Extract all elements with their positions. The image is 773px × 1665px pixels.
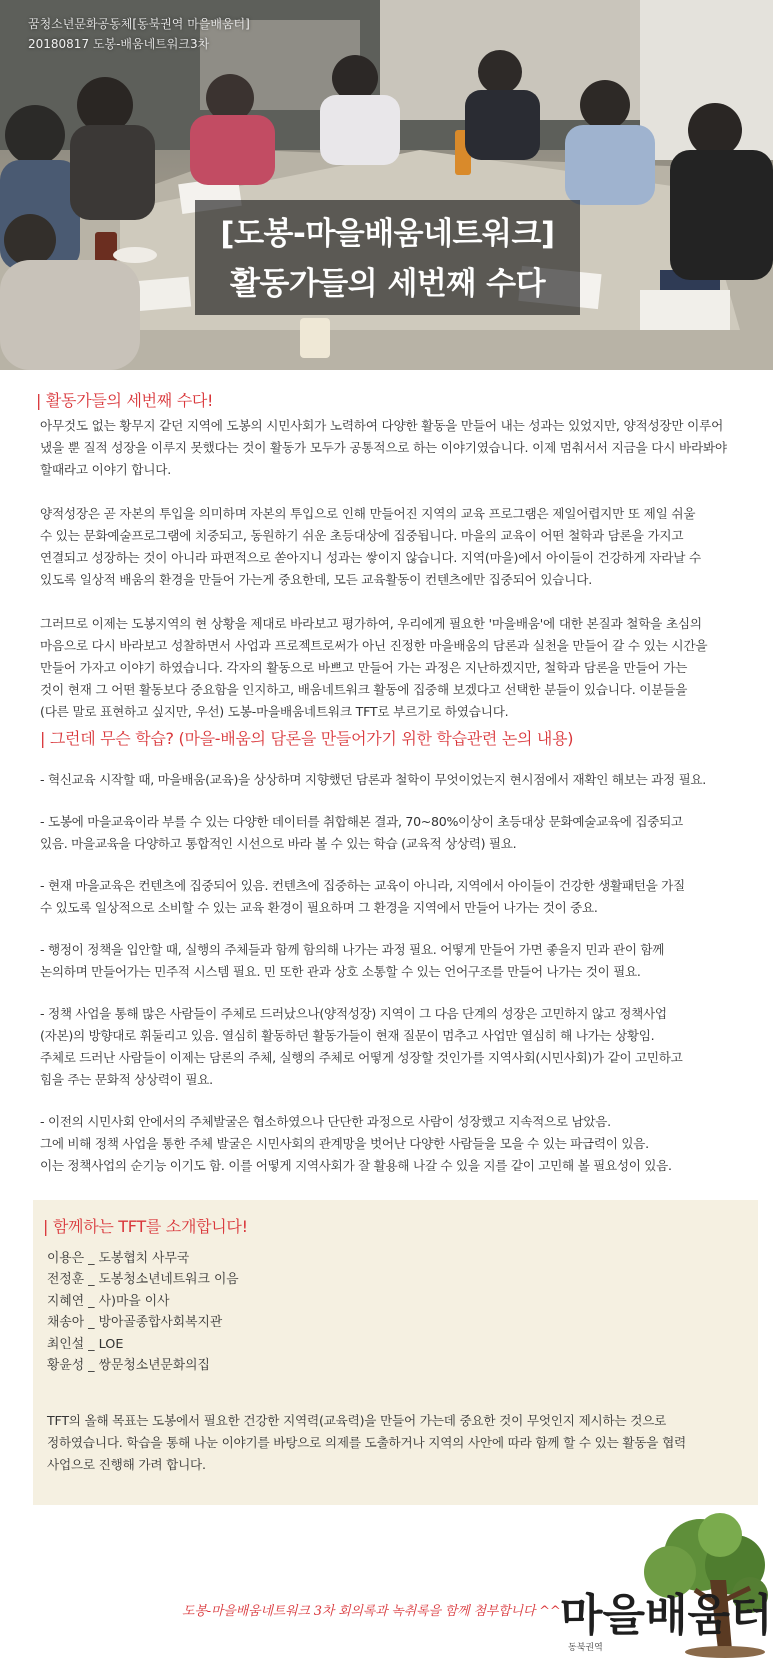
member-item: 채송아 _ 방아골종합사회복지관: [47, 1315, 223, 1331]
section-heading-learning: | 그런데 무슨 학습? (마을-배움의 담론을 만들어가기 위한 학습관련 논의 내용): [40, 729, 574, 748]
text-line: 사업으로 진행해 가려 합니다.: [47, 1457, 206, 1472]
text-line: 힘을 주는 문화적 상상력이 필요.: [40, 1072, 213, 1087]
member-item: 전정훈 _ 도봉청소년네트워크 이음: [47, 1272, 239, 1288]
attachment-note: 도봉-마을배움네트워크 3차 회의록과 녹취록을 함께 첨부합니다 ^^: [182, 1604, 561, 1619]
list-item: [40, 811, 750, 855]
text-line: - 이전의 시민사회 안에서의 주체발굴은 협소하였으나 단단한 과정으로 사람이 성장했고 지속적으로 남았음.: [40, 1114, 611, 1129]
tft-goal-text: [47, 1410, 737, 1476]
member-item: 이용은 _ 도봉협치 사무국: [47, 1251, 190, 1266]
member-list: [47, 1248, 239, 1376]
caption-line-2: 20180817 도봉-배움네트워크3차: [28, 37, 210, 51]
tft-introduction-box: [33, 1200, 758, 1505]
caption-line-1: 꿈청소년문화공동체[동북권역 마을배움터]: [28, 17, 250, 31]
text-line: 마음으로 다시 바라보고 성찰하면서 사업과 프로젝트로써가 아닌 진정한 마을배움의 담론과 실천을 만들어 갈 수 있는 시간을: [40, 638, 708, 653]
discussion-list: [40, 769, 750, 1197]
hero-photo: [0, 0, 773, 370]
text-line: 있도록 일상적 배움의 환경을 만들어 가는게 중요한데, 모든 교육활동이 컨텐츠에만 집중되어 있습니다.: [40, 572, 592, 587]
text-line: - 정책 사업을 통해 많은 사람들이 주체로 드러났으나(양적성장) 지역이 그 다음 단계의 성장은 고민하지 않고 정책사업: [40, 1006, 667, 1021]
text-line: 할때라고 이야기 합니다.: [40, 462, 172, 477]
text-line: 수 있는 문화예술프로그램에 치중되고, 동원하기 쉬운 초등대상에 집중됩니다. 마을의 교육이 어떤 철학과 담론을 가지고: [40, 528, 684, 543]
list-item: [40, 875, 750, 919]
list-item: [40, 769, 750, 791]
text-line: 주체로 드러난 사람들이 이제는 담론의 주체, 실행의 주체로 어떻게 성장할 것인가를 지역사회(시민사회)가 같이 고민하고: [40, 1050, 683, 1065]
logo-subtext: 동북권역: [568, 1643, 603, 1653]
paragraph: [40, 415, 740, 481]
paragraph: [40, 503, 740, 591]
member-item: 최인설 _ LOE: [47, 1336, 124, 1352]
text-line: 그에 비해 정책 사업을 통한 주체 발굴은 시민사회의 관계망을 벗어난 다양한 사람들을 모을 수 있는 파급력이 있음.: [40, 1136, 649, 1151]
tree-logo-icon: [560, 1510, 770, 1660]
text-line: (다른 말로 표현하고 싶지만, 우선) 도봉-마을배움네트워크 TFT로 부르기로 하였습니다.: [40, 704, 509, 719]
page-subtitle: 활동가들의 세번째 수다: [229, 266, 546, 302]
member-item: 황윤성 _ 쌍문청소년문화의집: [47, 1358, 210, 1374]
text-line: - 행정이 정책을 입안할 때, 실행의 주체들과 함께 함의해 나가는 과정 필요. 어떻게 만들어 가면 좋을지 민과 관이 함께: [40, 942, 665, 957]
list-item: [40, 939, 750, 983]
text-line: 수 있도록 일상적으로 소비할 수 있는 교육 환경이 필요하며 그 환경을 지역에서 만들어 나가는 것이 중요.: [40, 900, 598, 915]
logo-wordmark: 마을배움터: [560, 1590, 770, 1641]
text-line: 논의하며 만들어가는 민주적 시스템 필요. 민 또한 관과 상호 소통할 수 있는 언어구조를 만들어 나가는 것이 필요.: [40, 964, 641, 979]
page-title: [도봉-마을배움네트워크]: [220, 216, 555, 252]
list-item: [40, 1111, 750, 1177]
text-line: 그러므로 이제는 도봉지역의 현 상황을 제대로 바라보고 평가하여, 우리에게 필요한 '마을배움'에 대한 본질과 철학을 초심의: [40, 616, 702, 631]
intro-text: [40, 415, 740, 723]
text-line: 양적성장은 곧 자본의 투입을 의미하며 자본의 투입으로 인해 만들어진 지역의 교육 프로그램은 제일어렵지만 또 제일 쉬울: [40, 506, 696, 521]
text-line: - 도봉에 마을교육이라 부를 수 있는 다양한 데이터를 취합해본 결과, 70~80%이상이 초등대상 문화예술교육에 집중되고: [40, 814, 683, 829]
section-heading-third-talk: | 활동가들의 세번째 수다!: [36, 391, 214, 410]
text-line: 연결되고 성장하는 것이 아니라 파편적으로 쏟아지니 성과는 쌓이지 않습니다. 지역(마을)에서 아이들이 건강하게 자라날 수: [40, 550, 701, 565]
text-line: 아무것도 없는 황무지 같던 지역에 도봉의 시민사회가 노력하여 다양한 활동을 만들어 내는 성과는 있었지만, 양적성장만 이루어: [40, 418, 724, 433]
text-line: 만들어 가자고 이야기 하였습니다. 각자의 활동으로 바쁘고 만들어 가는 과정은 지난하겠지만, 철학과 담론을 만들어 가는: [40, 660, 688, 675]
text-line: TFT의 올해 목표는 도봉에서 필요한 건강한 지역력(교육력)을 만들어 가는데 중요한 것이 무엇인지 제시하는 것으로: [47, 1413, 667, 1428]
paragraph: [40, 613, 740, 723]
maeul-baeumteo-logo: [560, 1510, 770, 1664]
text-line: - 혁신교육 시작할 때, 마을배움(교육)을 상상하며 지향했던 담론과 철학이 무엇이었는지 현시점에서 재확인 해보는 과정 필요.: [40, 772, 707, 787]
text-line: 있음. 마을교육을 다양하고 통합적인 시선으로 바라 볼 수 있는 학습 (교육적 상상력) 필요.: [40, 836, 517, 851]
member-item: 지혜연 _ 사)마을 이사: [47, 1293, 170, 1309]
text-line: - 현재 마을교육은 컨텐츠에 집중되어 있음. 컨텐츠에 집중하는 교육이 아니라, 지역에서 아이들이 건강한 생활패턴을 가질: [40, 878, 685, 893]
text-line: 이는 정책사업의 순기능 이기도 함. 이를 어떻게 지역사회가 잘 활용해 나갈 수 있을 지를 같이 고민해 볼 필요성이 있음.: [40, 1158, 672, 1173]
text-line: (자본)의 방향대로 휘둘리고 있음. 열심히 활동하던 활동가들이 현재 질문이 멈추고 사업만 열심히 해 나가는 상황임.: [40, 1028, 655, 1043]
section-heading-tft: | 함께하는 TFT를 소개합니다!: [43, 1217, 248, 1236]
text-line: 정하였습니다. 학습을 통해 나눈 이야기를 바탕으로 의제를 도출하거나 지역의 사안에 따라 함께 할 수 있는 활동을 협력: [47, 1435, 687, 1450]
text-line: 냈을 뿐 질적 성장을 이루지 못했다는 것이 활동가 모두가 공통적으로 하는 이야기였습니다. 이제 멈춰서서 지금을 다시 바라봐야: [40, 440, 727, 455]
text-line: 것이 현재 그 어떤 활동보다 중요함을 인지하고, 배움네트워크 활동에 집중해 보겠다고 선택한 분들이 있습니다. 이분들을: [40, 682, 688, 697]
photo-caption: [28, 14, 250, 54]
list-item: [40, 1003, 750, 1091]
